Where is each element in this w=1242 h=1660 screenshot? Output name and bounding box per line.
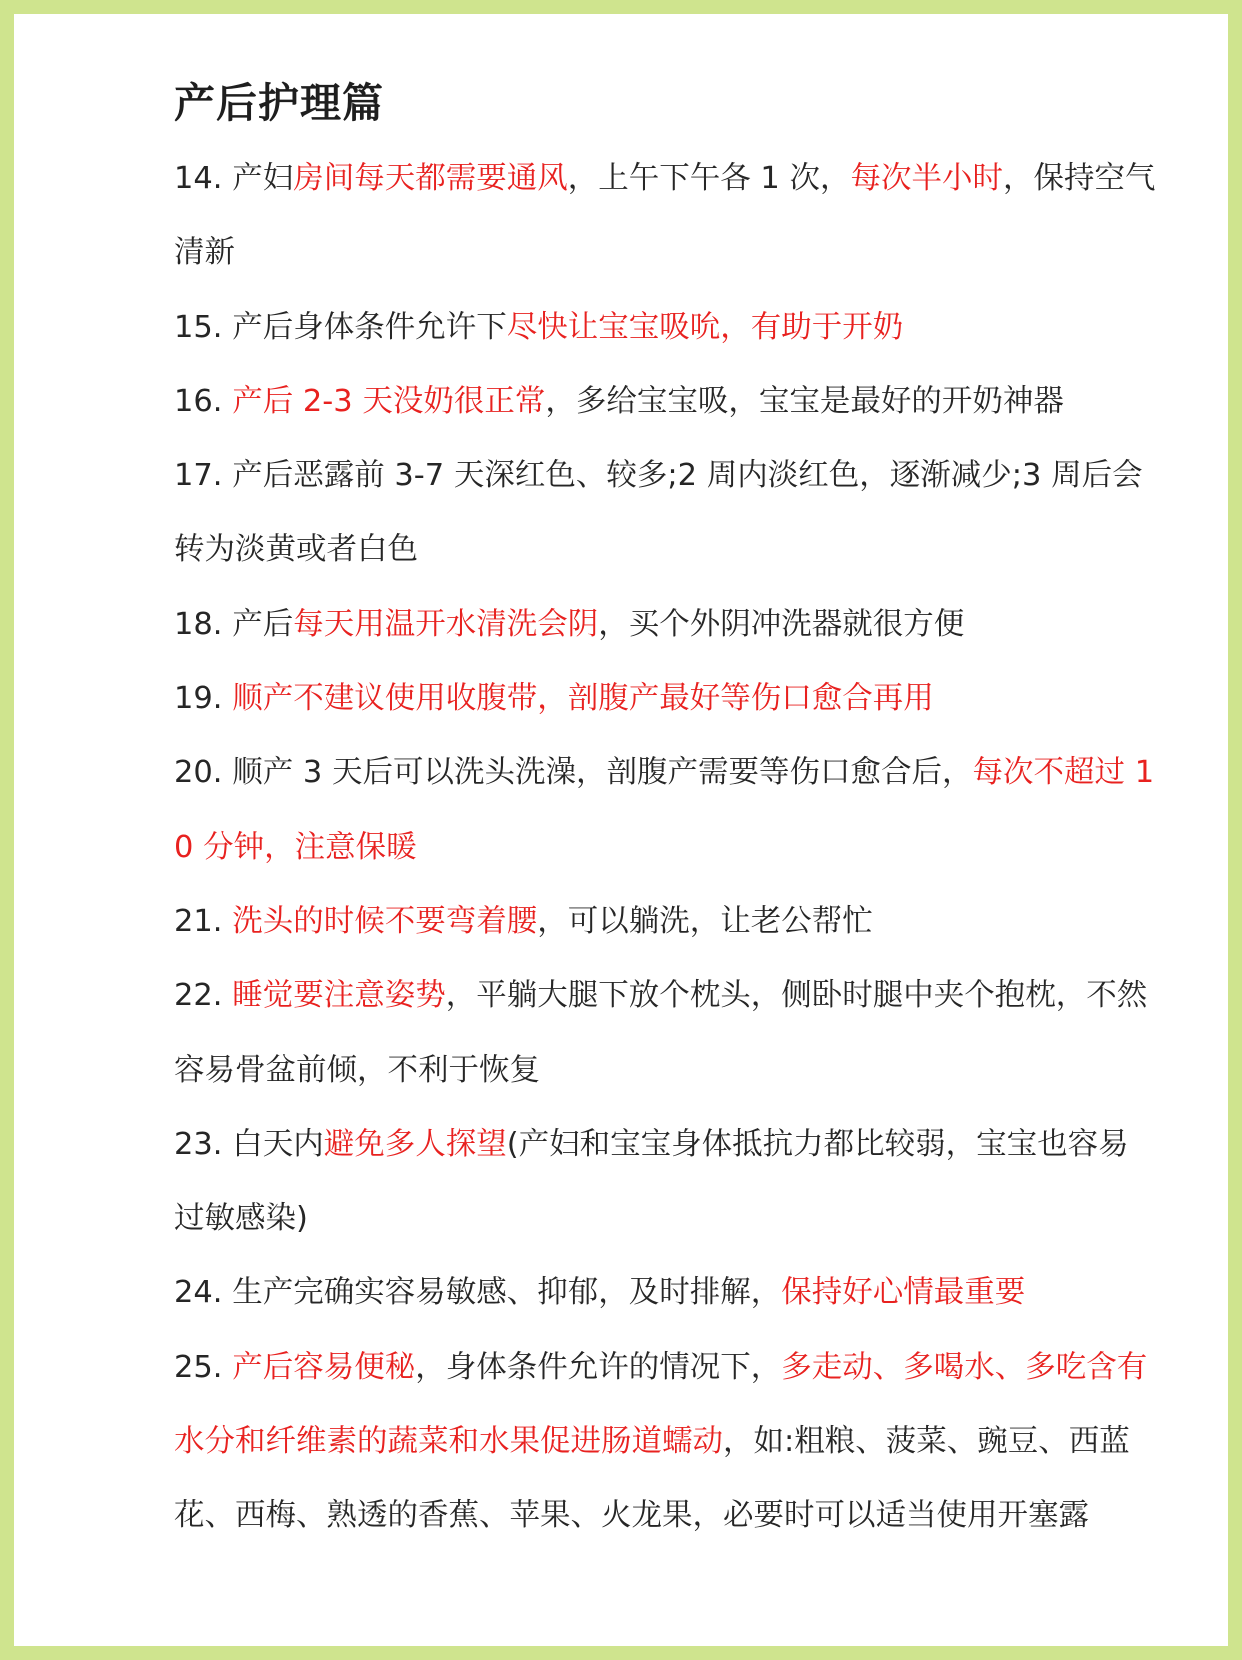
tip-text: ，平躺大腿下放个枕头，侧卧时腿中夹个抱枕，不然容易骨盆前倾，不利于恢复 [174, 978, 1148, 1088]
tip-text: 15. 产后身体条件允许下 [174, 309, 507, 345]
tip-text: 23. 白天内 [174, 1126, 324, 1162]
tip-highlight-text: 洗头的时候不要弯着腰 [232, 903, 538, 939]
tip-item [174, 365, 1159, 439]
tip-highlight-text: 多走动、多喝水、多吃含有水分和纤维素的蔬菜和水果促进肠道蠕动 [174, 1349, 1148, 1460]
tip-highlight-text: 顺产不建议使用收腹带，剖腹产最好等伤口愈合再用 [232, 681, 934, 717]
tip-text: 18. 产后 [174, 606, 294, 642]
tip-text: 22. [174, 978, 233, 1014]
tip-item [174, 588, 1159, 662]
tip-text: 14. 产妇 [174, 161, 294, 196]
tip-text: 24. 生产完确实容易敏感、抑郁，及时排解， [174, 1275, 782, 1311]
tip-item [174, 662, 1159, 736]
tip-text: ，保持空气清新 [174, 161, 1156, 271]
page-title: 产后护理篇 [174, 79, 384, 127]
tip-highlight-text: 每次半小时 [850, 161, 1003, 196]
tip-text: 25. [174, 1349, 233, 1385]
tip-text: ，如:粗粮、菠菜、豌豆、西蓝花、西梅、熟透的香蕉、苹果、火龙果，必要时可以适当使用开塞露 [174, 1424, 1130, 1534]
tip-highlight-text: 每天用温开水清洗会阴 [293, 606, 599, 642]
tip-text: 20. 顺产 3 天后可以洗头洗澡，剖腹产需要等伤口愈合后， [174, 755, 973, 791]
tip-text: ，上午下午各 1 次， [567, 161, 851, 196]
tip-highlight-text: 房间每天都需要通风 [293, 161, 568, 196]
tip-item [174, 736, 1159, 885]
tip-highlight-text: 产后 2-3 天没奶很正常 [232, 383, 546, 419]
tip-highlight-text: 每次不超过 10 分钟，注意保暖 [174, 755, 1155, 865]
tip-item [174, 439, 1159, 588]
tip-text: 16. [174, 383, 233, 419]
tip-text: 17. 产后恶露前 3-7 天深红色、较多;2 周内淡红色，逐渐减少;3 周后会转为淡黄或者白色 [174, 458, 1143, 568]
tip-text: ，可以躺洗，让老公帮忙 [537, 903, 873, 939]
tip-highlight-text: 睡觉要注意姿势 [232, 978, 446, 1014]
tip-text: (产妇和宝宝身体抵抗力都比较弱，宝宝也容易过敏感染) [174, 1126, 1129, 1237]
tip-highlight-text: 保持好心情最重要 [781, 1275, 1026, 1311]
tip-item [174, 142, 1159, 291]
tip-item [174, 885, 1159, 959]
tip-item [174, 1331, 1159, 1554]
tip-text: 21. [174, 903, 233, 939]
tip-text: ，身体条件允许的情况下， [415, 1349, 782, 1385]
tip-highlight-text: 尽快让宝宝吸吮，有助于开奶 [506, 309, 904, 345]
tip-text: ，多给宝宝吸，宝宝是最好的开奶神器 [545, 383, 1064, 419]
tip-highlight-text: 避免多人探望 [323, 1126, 507, 1162]
tip-item [174, 1108, 1159, 1257]
tip-item [174, 959, 1159, 1108]
tip-item [174, 1256, 1159, 1330]
tip-text: 19. [174, 681, 233, 717]
tips-list [174, 142, 1159, 1554]
tip-text: ，买个外阴冲洗器就很方便 [598, 606, 965, 642]
tip-item [174, 291, 1159, 365]
tip-highlight-text: 产后容易便秘 [232, 1349, 416, 1385]
